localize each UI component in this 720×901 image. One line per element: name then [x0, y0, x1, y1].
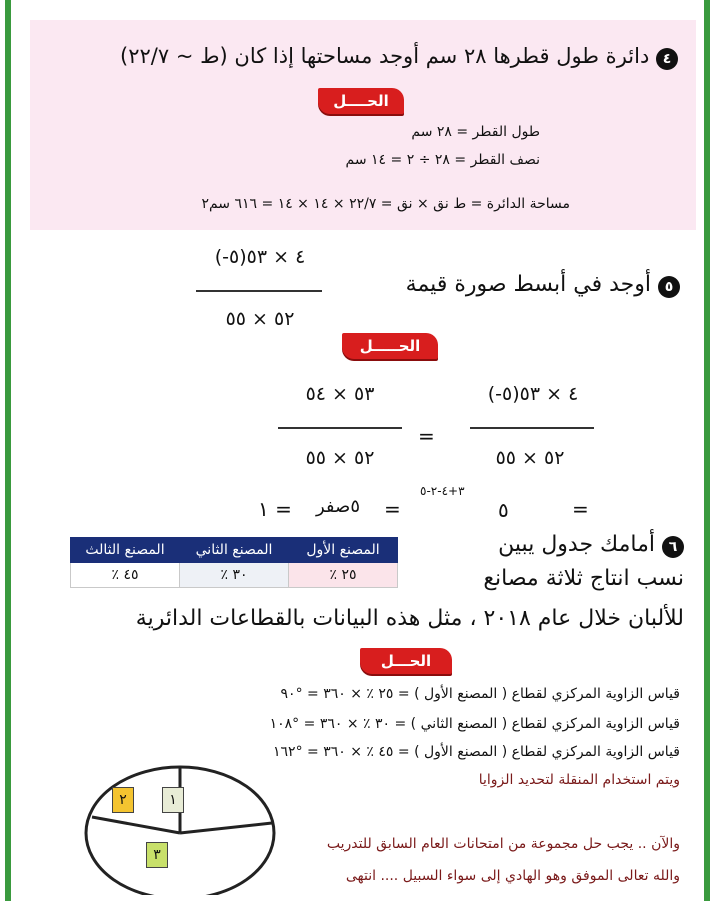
question-number-badge: ٦	[662, 536, 684, 558]
q5-step-right-bar	[470, 427, 594, 429]
footer-line-1: والآن .. يجب حل مجموعة من امتحانات العام السابق للتدريب	[326, 836, 680, 852]
question-6-line2: نسب انتاج ثلاثة مصانع	[483, 566, 684, 591]
q5-step-left-bar	[278, 427, 402, 429]
question-6-line1	[440, 532, 684, 558]
q5-step-right-numerator: (-٥)٤ × ٥٣	[487, 383, 579, 405]
solution-banner: الحــــل	[318, 88, 404, 114]
q5-step-left-numerator: ٥٣ × ٥٤	[305, 383, 375, 405]
question-5-text: أوجد في أبسط صورة قيمة	[405, 272, 651, 297]
question-4-title	[38, 44, 678, 70]
question-number-badge: ٤	[656, 48, 678, 70]
q5-equals-1: =	[418, 424, 435, 448]
q5-step-right-denominator: ٥٢ × ٥٥	[495, 447, 565, 469]
q4-line-area: مساحة الدائرة = ط نق × نق = ٢٢/٧ × ١٤ × ١٤ = ٦١٦ سم٢	[201, 196, 570, 212]
pie-label-1: ١	[162, 787, 184, 813]
q5-equals-2: =	[572, 497, 589, 521]
question-number-badge: ٥	[658, 276, 680, 298]
table-cell: ٤٥ ٪	[71, 563, 180, 588]
table-row	[71, 563, 398, 588]
q6-calc-1: قياس الزاوية المركزي لقطاع ( المصنع الأول ) = ٢٥ ٪ × ٣٦٠ = °٩٠	[280, 686, 680, 702]
q5-step-left-denominator: ٥٢ × ٥٥	[305, 447, 375, 469]
pie-label-3: ٣	[146, 842, 168, 868]
q5-expr-numerator: (-٥)٤ × ٥٣	[214, 246, 306, 268]
table-header: المصنع الأول	[289, 538, 398, 563]
solution-banner: الحـــل	[360, 648, 452, 674]
q5-expr-fraction-bar	[196, 290, 322, 292]
table-header-row	[71, 538, 398, 563]
table-header: المصنع الثاني	[180, 538, 289, 563]
question-4-text: دائرة طول قطرها ٢٨ سم أوجد مساحتها إذا كان (ط ~ ٢٢/٧)	[120, 44, 650, 68]
q5-step3-zero-power: ٥صفر	[316, 496, 360, 517]
table-cell: ٣٠ ٪	[180, 563, 289, 588]
solution-banner: الحـــــل	[342, 333, 438, 359]
q5-step2-base: ٥	[498, 498, 509, 522]
q6-calc-2: قياس الزاوية المركزي لقطاع ( المصنع الثاني ) = ٣٠ ٪ × ٣٦٠ = °١٠٨	[269, 716, 680, 732]
q6-calc-3: قياس الزاوية المركزي لقطاع ( المصنع الأول ) = ٤٥ ٪ × ٣٦٠ = °١٦٢	[273, 744, 680, 760]
q5-result: ١ =	[258, 497, 292, 521]
pie-label-2: ٢	[112, 787, 134, 813]
q5-step2-exponent: ٣+٤-٢-٥	[420, 484, 465, 498]
table-cell: ٢٥ ٪	[289, 563, 398, 588]
q5-expr-denominator: ٥٢ × ٥٥	[225, 308, 295, 330]
q5-equals-3: =	[384, 497, 401, 521]
q4-line-diameter: طول القطر = ٢٨ سم	[411, 124, 540, 140]
question-5-title	[340, 272, 680, 298]
footer-line-2: والله تعالى الموفق وهو الهادي إلى سواء السبيل .... انتهى	[345, 868, 680, 884]
table-header: المصنع الثالث	[71, 538, 180, 563]
question-6-line3: للألبان خلال عام ٢٠١٨ ، مثل هذه البيانات بالقطاعات الدائرية	[135, 606, 684, 631]
production-table	[70, 537, 398, 588]
q4-line-radius: نصف القطر = ٢٨ ÷ ٢ = ١٤ سم	[345, 152, 540, 168]
question-6-text-1: أمامك جدول يبين	[498, 532, 655, 557]
q6-protractor-note: ويتم استخدام المنقلة لتحديد الزوايا	[478, 772, 680, 788]
